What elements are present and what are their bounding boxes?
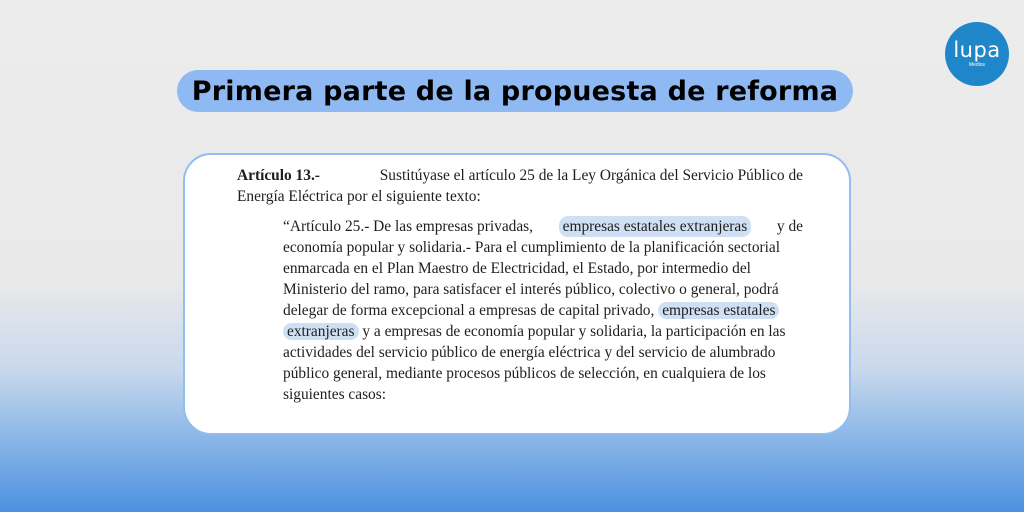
- article-heading: Artículo 13.-: [237, 167, 320, 184]
- intro-line-1: Sustitúyase el artículo 25 de la Ley Orgánica del Servicio Público de: [379, 167, 803, 184]
- quote-line-1-after: y de: [776, 218, 803, 235]
- highlight-empresas-estatales: empresas estatales: [658, 302, 779, 319]
- quote-line-1-before: “Artículo 25.- De las empresas privadas,: [283, 218, 534, 235]
- highlight-extranjeras: extranjeras: [283, 323, 359, 340]
- lupa-logo: [945, 22, 1009, 86]
- quote-line-6-after: y a empresas de economía popular y solidaria, la participación en las: [362, 323, 786, 340]
- quote-line-2: economía popular y solidaria.- Para el cumplimiento de la planificación sectorial: [283, 239, 781, 256]
- quote-line-3: enmarcada en el Plan Maestro de Electricidad, el Estado, por intermedio del: [283, 260, 751, 277]
- highlight-empresas-estatales-extranjeras: empresas estatales extranjeras: [559, 216, 752, 237]
- quote-line-9: siguientes casos:: [283, 386, 387, 403]
- article-intro-line: [237, 165, 803, 186]
- quote-line-6: [283, 321, 803, 342]
- quote-line-8: público general, mediante procesos públicos de selección, en cualquiera de los: [283, 365, 766, 382]
- quote-line-5-before: delegar de forma excepcional a empresas de capital privado,: [283, 302, 655, 319]
- title-banner: [177, 70, 853, 112]
- quote-line-5: [283, 300, 803, 321]
- quote-line-1: [283, 216, 803, 237]
- document-excerpt: [237, 165, 803, 405]
- page-title: Primera parte de la propuesta de reforma: [191, 75, 839, 107]
- logo-wordmark: lupa: [953, 38, 1001, 62]
- document-excerpt-card: [183, 153, 851, 435]
- logo-subtitle: Medios: [968, 62, 986, 68]
- article-heading-group: [237, 165, 320, 186]
- intro-line-2: Energía Eléctrica por el siguiente texto:: [237, 188, 481, 205]
- quote-line-7: actividades del servicio público de energía eléctrica y del servicio de alumbrado: [283, 344, 776, 361]
- quote-line-4: Ministerio del ramo, para satisfacer el interés público, colectivo o general, podrá: [283, 281, 779, 298]
